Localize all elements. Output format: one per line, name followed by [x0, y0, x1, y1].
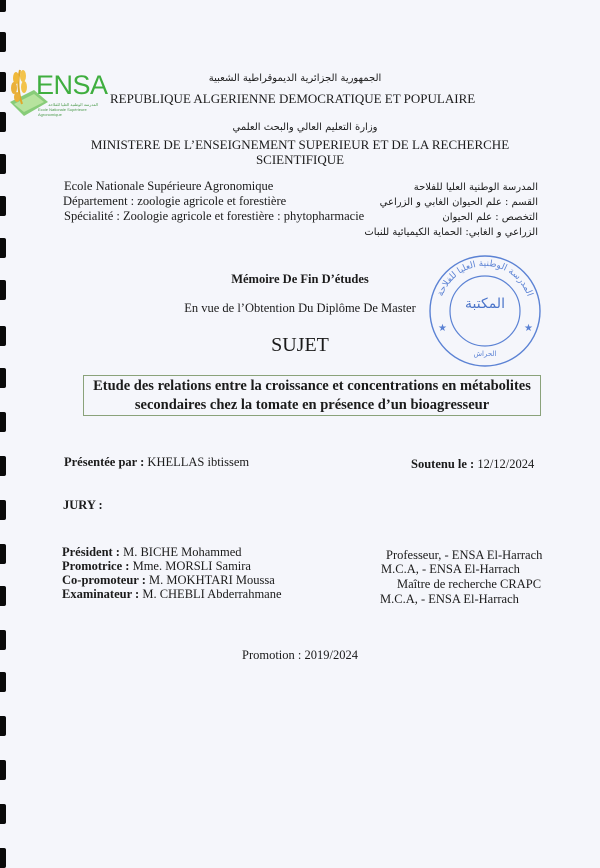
jury-affiliation-co-promoteur: Maître de recherche CRAPC — [397, 577, 542, 591]
ministry-arabic: وزارة التعليم العالي والبحث العلمي — [232, 122, 378, 133]
jury-title: JURY : — [63, 498, 103, 512]
speciality-ar: التخصص : علم الحيوان — [442, 212, 538, 223]
department-ar: القسم : علم الحيوان الغابي و الزراعي — [379, 197, 538, 208]
stamp-bottom-text: الحراش — [473, 350, 497, 358]
logo-text: ENSA — [36, 70, 108, 100]
jury-affiliation-promotrice: M.C.A, - ENSA El-Harrach — [381, 562, 520, 576]
republic-arabic: الجمهورية الجزائرية الديموقراطية الشعبية — [208, 73, 382, 84]
department-fr: Département : zoologie agricole et forestière — [63, 194, 287, 208]
svg-text:★: ★ — [438, 323, 447, 334]
jury-member-examinateur: Examinateur : M. CHEBLI Abderrahmane — [62, 587, 282, 601]
ministry-french-line1: MINISTERE DE L’ENSEIGNEMENT SUPERIEUR ET DE LA RECHERCHE — [90, 137, 510, 152]
ensa-logo — [4, 68, 108, 120]
republic-french: REPUBLIQUE ALGERIENNE DEMOCRATIQUE ET POPULAIRE — [110, 91, 476, 106]
thesis-title-line2: secondaires chez la tomate en présence d’un bioagresseur — [134, 396, 490, 413]
svg-text:★: ★ — [524, 323, 533, 334]
sujet-label: SUJET — [271, 334, 329, 356]
memoire-subheading: En vue de l’Obtention Du Diplôme De Master — [184, 301, 416, 315]
speciality-fr: Spécialité : Zoologie agricole et forestière : phytopharmacie — [64, 209, 365, 223]
presented-by — [64, 455, 249, 470]
logo-subtitle: المدرسة الوطنية العليا للفلاحة Ecole Nationale Supérieure Agronomique — [38, 102, 98, 117]
jury-affiliation-president: Professeur, - ENSA El-Harrach — [386, 548, 543, 562]
thesis-title-line1: Etude des relations entre la croissance et concentrations en métabolites — [93, 378, 531, 394]
library-stamp — [426, 252, 544, 370]
memoire-heading: Mémoire De Fin D’études — [231, 272, 369, 286]
jury-member-co-promoteur: Co-promoteur : M. MOKHTARI Moussa — [62, 573, 275, 587]
ministry-french-line2: SCIENTIFIQUE — [255, 152, 345, 167]
svg-text:المدرسة الوطنية العليا للفلاحة: المدرسة الوطنية العليا للفلاحة — [435, 258, 535, 298]
stamp-center-text: المكتبة — [465, 296, 505, 312]
presented-value: KHELLAS ibtissem — [147, 455, 250, 469]
jury-member-promotrice: Promotrice : Mme. MORSLI Samira — [62, 559, 251, 573]
binding-holes — [0, 0, 8, 867]
school-name-fr: Ecole Nationale Supérieure Agronomique — [64, 179, 274, 193]
presented-label: Présentée par : — [64, 455, 145, 469]
defended-on — [411, 457, 534, 472]
defended-value: 12/12/2024 — [477, 457, 535, 471]
jury-member-president: Président : M. BICHE Mohammed — [62, 545, 242, 559]
defended-label: Soutenu le : — [411, 457, 475, 471]
thesis-title-box — [83, 375, 541, 416]
jury-affiliation-examinateur: M.C.A, - ENSA El-Harrach — [380, 592, 519, 606]
speciality-ar-2: الزراعي و الغابي: الحماية الكيميائية للنبات — [364, 227, 538, 238]
school-name-ar: المدرسة الوطنية العليا للفلاحة — [413, 182, 538, 193]
promotion: Promotion : 2019/2024 — [242, 648, 358, 662]
